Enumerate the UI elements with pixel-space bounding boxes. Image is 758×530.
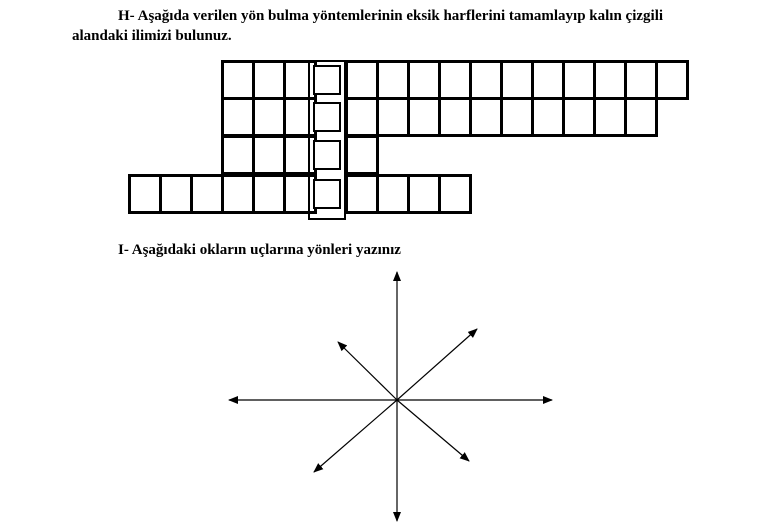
question-i-instruction: I- Aşağıdaki okların uçlarına yönleri yazınız [118,242,401,258]
north-west-arrow [338,342,397,400]
south-east-arrow [397,400,469,461]
question-h-letter: H- [118,8,135,24]
north-east-arrow [397,329,477,400]
question-h-text: Aşağıda verilen yön bulma yöntemlerinin eksik harflerini tamamlayıp kalın çizgili alandaki ilimizi bulunuz. [72,8,664,44]
south-west-arrow [314,400,397,472]
